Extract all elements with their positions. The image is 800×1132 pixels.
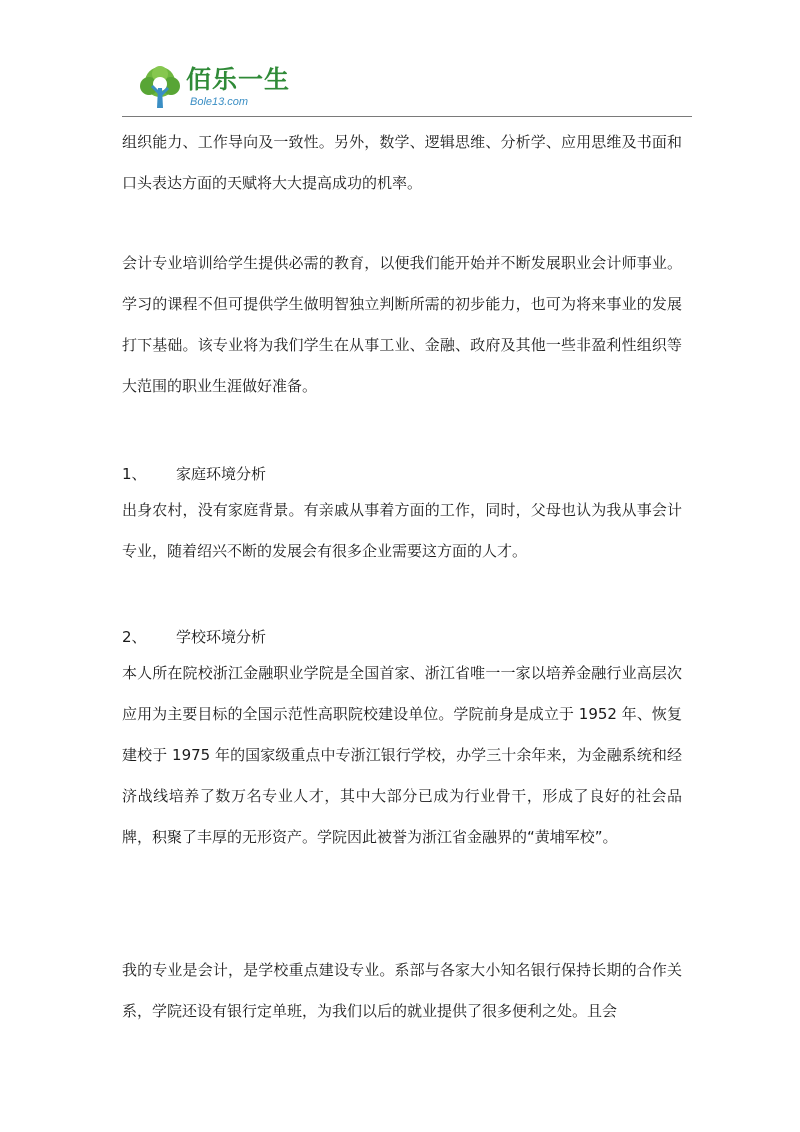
paragraph-school: 本人所在院校浙江金融职业学院是全国首家、浙江省唯一一家以培养金融行业高层次应用为主要目标的全国示范性高职院校建设单位。学院前身是成立于 1952 年、恢复建校于 1975 年的国家级重点中专浙江银行学校，办学三十余年来，为金融系统和经济战线培养了数万名专业人才，其中大部分已成为行业骨干，形成了良好的社会品牌，积聚了丰厚的无形资产。学院因此被誉为浙江省金融界的“黄埔军校”。 (122, 664, 682, 846)
paragraph-education: 会计专业培训给学生提供必需的教育，以便我们能开始并不断发展职业会计师事业。学习的课程不但可提供学生做明智独立判断所需的初步能力，也可为将来事业的发展打下基础。该专业将为我们学生在从事工业、金融、政府及其他一些非盈利性组织等大范围的职业生涯做好准备。 (122, 254, 682, 395)
logo-subtitle: Bole13.com (190, 96, 249, 108)
logo (138, 64, 298, 112)
page-header (122, 58, 692, 116)
section-heading-family (122, 464, 682, 484)
paragraph-intro: 组织能力、工作导向及一致性。另外，数学、逻辑思维、分析学、应用思维及书面和口头表达方面的天赋将大大提高成功的机率。 (122, 133, 682, 192)
tree-icon (138, 64, 182, 112)
section-number: 1、 (122, 465, 147, 483)
header-divider (122, 116, 692, 117)
logo-title: 佰乐一生 (186, 65, 291, 94)
section-number: 2、 (122, 628, 147, 646)
paragraph-family: 出身农村，没有家庭背景。有亲戚从事着方面的工作，同时，父母也认为我从事会计专业，随着绍兴不断的发展会有很多企业需要这方面的人才。 (122, 501, 682, 560)
section-heading-school (122, 627, 682, 647)
section-title: 学校环境分析 (176, 628, 267, 646)
section-title: 家庭环境分析 (176, 465, 267, 483)
paragraph-major: 我的专业是会计，是学校重点建设专业。系部与各家大小知名银行保持长期的合作关系，学院还设有银行定单班，为我们以后的就业提供了很多便利之处。且会 (122, 961, 682, 1020)
